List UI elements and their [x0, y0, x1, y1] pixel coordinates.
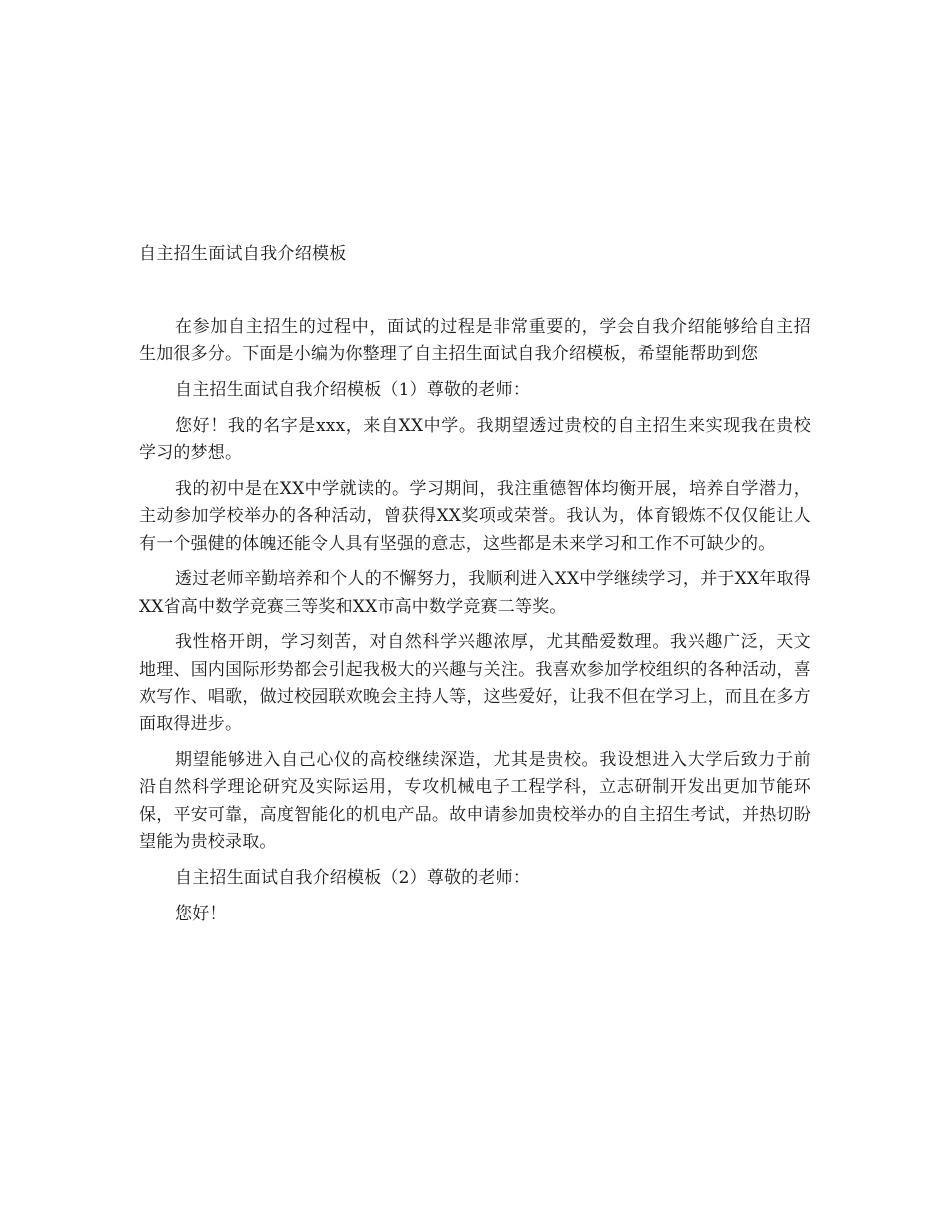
- document-body: [139, 314, 811, 936]
- document-title: 自主招生面试自我介绍模板: [139, 244, 347, 264]
- paragraph-awards: 透过老师辛勤培养和个人的不懈努力，我顺利进入XX中学继续学习，并于XX年取得XX省高中数学竞赛三等奖和XX市高中数学竞赛二等奖。: [139, 569, 811, 617]
- paragraph-intro: 在参加自主招生的过程中，面试的过程是非常重要的，学会自我介绍能够给自主招生加很多分。下面是小编为你整理了自主招生面试自我介绍模板，希望能帮助到您: [139, 317, 811, 365]
- paragraph-template-2-greeting: 您好！: [175, 903, 227, 924]
- paragraph-template-2-heading: 自主招生面试自我介绍模板（2）尊敬的老师：: [175, 867, 531, 888]
- paragraph-template-1-heading: 自主招生面试自我介绍模板（1）尊敬的老师：: [175, 380, 531, 401]
- paragraph-greeting: 您好！我的名字是xxx，来自XX中学。我期望透过贵校的自主招生来实现我在贵校学习的梦想。: [139, 415, 811, 464]
- paragraph-aspiration: 期望能够进入自己心仪的高校继续深造，尤其是贵校。我设想进入大学后致力于前沿自然科学理论研究及实际运用，专攻机械电子工程学科，立志研制开发出更加节能环保，平安可靠，高度智能化的机电产品。故申请参加贵校举办的自主招生考试，并热切盼望能为贵校录取。: [139, 750, 811, 853]
- paragraph-junior-school: 我的初中是在XX中学就读的。学习期间，我注重德智体均衡开展，培养自学潜力，主动参加学校举办的各种活动，曾获得XX奖项或荣誉。我认为，体育锻炼不仅仅能让人有一个强健的体魄还能令人具有坚强的意志，这些都是未来学习和工作不可缺少的。: [139, 478, 811, 554]
- paragraph-personality: 我性格开朗，学习刻苦，对自然科学兴趣浓厚，尤其酷爱数理。我兴趣广泛，天文地理、国内国际形势都会引起我极大的兴趣与关注。我喜欢参加学校组织的各种活动，喜欢写作、唱歌，做过校园联欢晚会主持人等，这些爱好，让我不但在学习上，而且在多方面取得进步。: [139, 632, 811, 735]
